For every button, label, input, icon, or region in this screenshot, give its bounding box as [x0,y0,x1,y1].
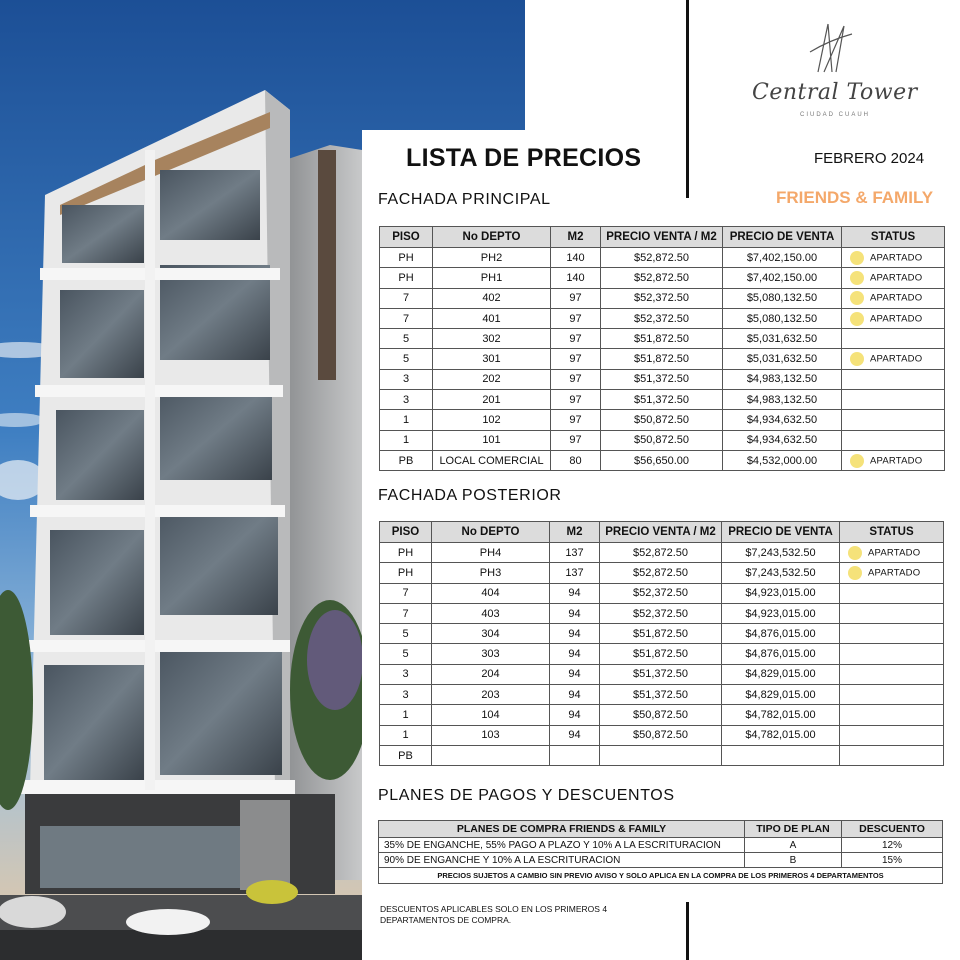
cell-precio-venta [722,745,840,765]
table-row [380,308,945,328]
cell-status [842,288,945,308]
disclaimer-text: DESCUENTOS APLICABLES SOLO EN LOS PRIMEROS 4 DEPARTAMENTOS DE COMPRA. [380,904,608,925]
cell-m2: 137 [550,543,600,563]
cell-status [840,543,944,563]
table-row [380,563,944,583]
cell-precio-venta: $4,829,015.00 [722,664,840,684]
table-row [380,685,944,705]
cell-piso: PB [380,450,433,470]
plans-header-row [379,821,943,838]
col-precio-m2: PRECIO VENTA / M2 [600,522,722,543]
section-fachada-principal: FACHADA PRINCIPAL [378,191,551,208]
table-row [380,268,945,288]
cell-status [842,450,945,470]
cell-status [842,390,945,410]
friends-family-tag: FRIENDS & FAMILY [776,188,934,207]
cell-depto: 404 [432,583,550,603]
col-m2: M2 [551,227,601,248]
status-dot-icon [850,251,864,265]
cell-depto: 101 [433,430,551,450]
cell-precio-venta: $5,080,132.50 [723,288,842,308]
cell-precio-venta: $4,782,015.00 [722,705,840,725]
cell-precio-m2: $51,372.50 [601,369,723,389]
cell-status [840,664,944,684]
cell-status [840,745,944,765]
cell-precio-venta: $4,876,015.00 [722,644,840,664]
status-label: APARTADO [870,313,923,325]
table-row [380,725,944,745]
cell-m2: 97 [551,308,601,328]
cell-status [840,705,944,725]
status-dot-icon [848,566,862,580]
table-row [380,583,944,603]
cell-status [842,349,945,369]
cell-status [842,329,945,349]
col-plan-desc: PLANES DE COMPRA FRIENDS & FAMILY [379,821,745,838]
section-fachada-posterior: FACHADA POSTERIOR [378,487,562,504]
plan-row [379,853,943,868]
cell-precio-venta: $4,983,132.50 [723,390,842,410]
cell-depto: PH4 [432,543,550,563]
cell-depto [432,745,550,765]
cell-precio-m2: $52,872.50 [601,268,723,288]
cell-m2: 94 [550,685,600,705]
table-row [380,390,945,410]
cell-precio-m2: $51,372.50 [600,685,722,705]
cell-piso: 5 [380,329,433,349]
cell-status [842,308,945,328]
cell-status [840,583,944,603]
cell-precio-m2: $52,372.50 [600,603,722,623]
col-piso: PISO [380,227,433,248]
plan-tipo: A [745,838,842,853]
cell-depto: 302 [433,329,551,349]
table-planes [378,820,943,884]
table-row [380,369,945,389]
col-status: STATUS [840,522,944,543]
cell-piso: PH [380,248,433,268]
cell-m2: 94 [550,603,600,623]
cell-status [842,248,945,268]
cell-m2: 94 [550,583,600,603]
plan-tipo: B [745,853,842,868]
cell-piso: PH [380,563,432,583]
table-fachada-principal [379,226,945,471]
cell-status [842,268,945,288]
table-row [380,543,944,563]
cell-precio-m2: $51,372.50 [600,664,722,684]
cell-precio-m2: $52,372.50 [601,308,723,328]
cell-status [840,644,944,664]
divider-line-top [686,0,689,198]
cell-precio-m2: $50,872.50 [601,430,723,450]
col-m2: M2 [550,522,600,543]
table-row [380,430,945,450]
cell-precio-m2: $50,872.50 [600,705,722,725]
cell-m2: 97 [551,390,601,410]
plan-desc: 90% DE ENGANCHE Y 10% A LA ESCRITURACION [379,853,745,868]
cell-precio-venta: $5,031,632.50 [723,329,842,349]
cell-precio-venta: $4,829,015.00 [722,685,840,705]
cell-m2: 97 [551,369,601,389]
table-row [380,624,944,644]
plan-note-row [379,868,943,884]
cell-precio-m2: $52,872.50 [600,563,722,583]
cell-status [840,624,944,644]
cell-m2: 94 [550,624,600,644]
cell-m2: 97 [551,410,601,430]
status-label: APARTADO [868,547,921,559]
cell-precio-venta: $4,923,015.00 [722,583,840,603]
cell-depto: 204 [432,664,550,684]
plan-desc: 35% DE ENGANCHE, 55% PAGO A PLAZO Y 10% A LA ESCRITURACION [379,838,745,853]
date-label: FEBRERO 2024 [814,150,925,167]
cell-precio-m2: $52,372.50 [601,288,723,308]
cell-precio-venta: $7,402,150.00 [723,248,842,268]
cell-precio-m2: $51,872.50 [601,329,723,349]
table-row [380,450,945,470]
cell-precio-m2: $52,872.50 [600,543,722,563]
status-label: APARTADO [870,272,923,284]
cell-piso: 1 [380,725,432,745]
status-label: APARTADO [870,292,923,304]
status-label: APARTADO [870,455,923,467]
col-depto: No DEPTO [432,522,550,543]
cell-piso: 3 [380,685,432,705]
cell-m2: 137 [550,563,600,583]
status-dot-icon [848,546,862,560]
cell-status [840,603,944,623]
cell-depto: 301 [433,349,551,369]
cell-depto: 102 [433,410,551,430]
col-depto: No DEPTO [433,227,551,248]
plan-descuento: 12% [842,838,943,853]
cell-status [842,430,945,450]
cell-status [842,410,945,430]
cell-depto: 403 [432,603,550,623]
cell-piso: PB [380,745,432,765]
cell-m2: 97 [551,349,601,369]
table-row [380,745,944,765]
cell-precio-m2: $51,872.50 [600,644,722,664]
cell-depto: 304 [432,624,550,644]
status-dot-icon [850,454,864,468]
cell-depto: 202 [433,369,551,389]
cell-piso: 7 [380,308,433,328]
cell-status [840,685,944,705]
table-row [380,329,945,349]
cell-precio-m2 [600,745,722,765]
cell-depto: 201 [433,390,551,410]
cell-precio-venta: $4,934,632.50 [723,410,842,430]
section-planes: PLANES DE PAGOS Y DESCUENTOS [378,787,675,804]
cell-precio-venta: $5,080,132.50 [723,308,842,328]
cell-precio-venta: $4,876,015.00 [722,624,840,644]
table-row [380,603,944,623]
status-dot-icon [850,271,864,285]
cell-piso: 5 [380,644,432,664]
cell-depto: PH2 [433,248,551,268]
cell-piso: 3 [380,664,432,684]
cell-piso: PH [380,268,433,288]
col-status: STATUS [842,227,945,248]
cell-m2: 94 [550,705,600,725]
status-label: APARTADO [870,252,923,264]
cell-status [840,725,944,745]
cell-depto: 203 [432,685,550,705]
cell-depto: LOCAL COMERCIAL [433,450,551,470]
cell-precio-m2: $56,650.00 [601,450,723,470]
cell-piso: 3 [380,369,433,389]
cell-piso: 5 [380,624,432,644]
cell-depto: 402 [433,288,551,308]
table-row [380,664,944,684]
cell-depto: PH3 [432,563,550,583]
table-row [380,644,944,664]
cell-precio-venta: $5,031,632.50 [723,349,842,369]
cell-m2: 94 [550,644,600,664]
col-piso: PISO [380,522,432,543]
cell-m2: 97 [551,288,601,308]
cell-depto: 303 [432,644,550,664]
cell-depto: 104 [432,705,550,725]
plan-note: PRECIOS SUJETOS A CAMBIO SIN PREVIO AVISO Y SOLO APLICA EN LA COMPRA DE LOS PRIMEROS 4 DEPARTAMENTOS [379,868,943,884]
table-header-row [380,227,945,248]
cell-piso: 1 [380,430,433,450]
cell-depto: 401 [433,308,551,328]
status-label: APARTADO [870,353,923,365]
col-plan-descuento: DESCUENTO [842,821,943,838]
table-row [380,705,944,725]
divider-line-bottom [686,902,689,960]
table-fachada-posterior [379,521,944,766]
cell-m2: 140 [551,248,601,268]
cell-m2: 94 [550,664,600,684]
cell-status [840,563,944,583]
cell-depto: 103 [432,725,550,745]
cell-precio-venta: $7,402,150.00 [723,268,842,288]
cell-m2: 80 [551,450,601,470]
status-dot-icon [850,352,864,366]
plan-descuento: 15% [842,853,943,868]
cell-piso: 1 [380,410,433,430]
cell-precio-m2: $50,872.50 [601,410,723,430]
cell-status [842,369,945,389]
cell-precio-venta: $4,983,132.50 [723,369,842,389]
cell-precio-venta: $7,243,532.50 [722,543,840,563]
status-label: APARTADO [868,567,921,579]
table-header-row [380,522,944,543]
page-title: LISTA DE PRECIOS [406,144,642,172]
table-row [380,248,945,268]
cell-piso: 1 [380,705,432,725]
cell-depto: PH1 [433,268,551,288]
cell-m2 [550,745,600,765]
cell-precio-venta: $4,532,000.00 [723,450,842,470]
cell-precio-m2: $51,872.50 [601,349,723,369]
cell-piso: 3 [380,390,433,410]
cell-piso: 7 [380,603,432,623]
col-precio-venta: PRECIO DE VENTA [723,227,842,248]
table-row [380,349,945,369]
table-row [380,410,945,430]
cell-m2: 94 [550,725,600,745]
cell-precio-venta: $4,934,632.50 [723,430,842,450]
cell-piso: 7 [380,583,432,603]
cell-precio-venta: $4,782,015.00 [722,725,840,745]
cell-precio-m2: $51,372.50 [601,390,723,410]
cell-piso: 7 [380,288,433,308]
cell-precio-m2: $50,872.50 [600,725,722,745]
plan-row [379,838,943,853]
status-dot-icon [850,312,864,326]
col-precio-venta: PRECIO DE VENTA [722,522,840,543]
cell-precio-m2: $51,872.50 [600,624,722,644]
col-plan-tipo: TIPO DE PLAN [745,821,842,838]
brand-subtitle: CIUDAD CUAUH [800,112,871,118]
cell-precio-m2: $52,872.50 [601,248,723,268]
table-row [380,288,945,308]
cell-precio-m2: $52,372.50 [600,583,722,603]
brand-name: Central Tower [752,80,918,105]
cell-precio-venta: $7,243,532.50 [722,563,840,583]
cell-piso: 5 [380,349,433,369]
cell-piso: PH [380,543,432,563]
cell-m2: 140 [551,268,601,288]
cell-precio-venta: $4,923,015.00 [722,603,840,623]
status-dot-icon [850,291,864,305]
cell-m2: 97 [551,329,601,349]
cell-m2: 97 [551,430,601,450]
col-precio-m2: PRECIO VENTA / M2 [601,227,723,248]
